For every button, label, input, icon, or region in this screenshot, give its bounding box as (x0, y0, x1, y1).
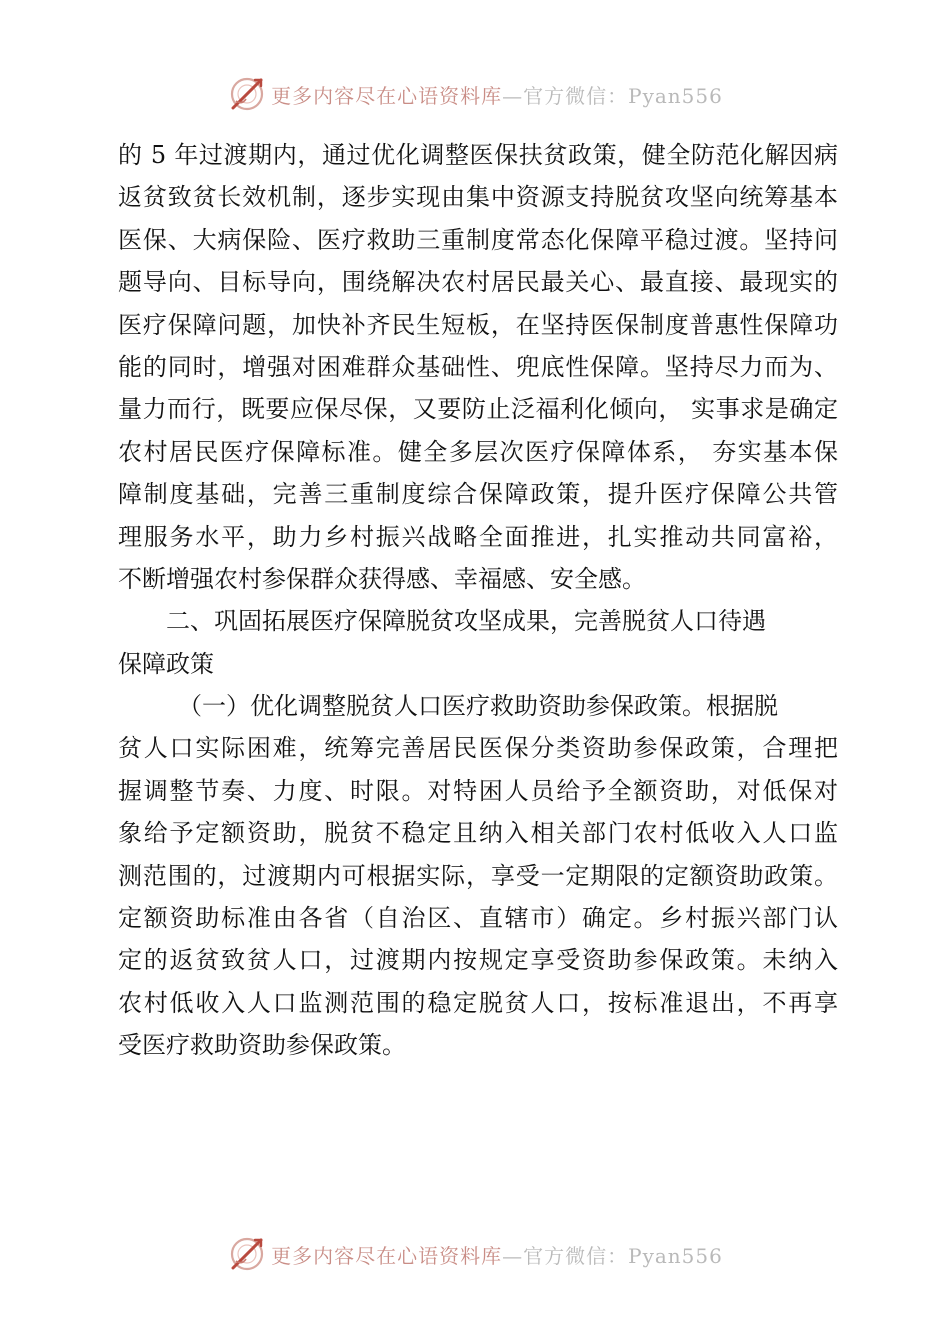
body-line: 医保、大病保险、医疗救助三重制度常态化保障平稳过渡。坚持问 (118, 225, 838, 254)
watermark-sub-text: —官方微信：Pyan556 (502, 1243, 723, 1268)
body-line: 量力而行，既要应保尽保，又要防止泛福利化倾向， 实事求是确定 (118, 395, 838, 424)
body-line: 握调整节奏、力度、时限。对特困人员给予全额资助，对低保对 (118, 776, 838, 805)
watermark-main-text: 更多内容尽在心语资料库 (271, 83, 503, 108)
body-line: 的 5 年过渡期内，通过优化调整医保扶贫政策，健全防范化解因病 (118, 141, 838, 169)
body-line: 障制度基础，完善三重制度综合保障政策，提升医疗保障公共管 (118, 480, 838, 509)
body-line: 不断增强农村参保群众获得感、幸福感、安全感。 (118, 564, 646, 593)
body-line: 理服务水平，助力乡村振兴战略全面推进，扎实推动共同富裕， (118, 522, 838, 551)
watermark-logo-icon (227, 1234, 267, 1274)
watermark-main-text: 更多内容尽在心语资料库 (271, 1243, 503, 1268)
body-line: 象给予定额资助，脱贫不稳定且纳入相关部门农村低收入人口监 (118, 819, 838, 848)
body-line: 题导向、目标导向，围绕解决农村居民最关心、最直接、最现实的 (118, 268, 838, 297)
section-heading: 二、巩固拓展医疗保障脱贫攻坚成果，完善脱贫人口待遇 (166, 607, 766, 636)
watermark-text (271, 80, 723, 109)
document-body (118, 134, 838, 1067)
body-line: 能的同时，增强对困难群众基础性、兜底性保障。坚持尽力而为、 (118, 352, 838, 381)
body-line: 定额资助标准由各省（自治区、直辖市）确定。乡村振兴部门认 (118, 904, 838, 933)
body-line: 定的返贫致贫人口，过渡期内按规定享受资助参保政策。未纳入 (118, 946, 838, 975)
body-line: 测范围的，过渡期内可根据实际，享受一定期限的定额资助政策。 (118, 861, 838, 890)
header-watermark (0, 72, 950, 116)
body-line: 农村居民医疗保障标准。健全多层次医疗保障体系， 夯实基本保 (118, 437, 838, 466)
footer-watermark (0, 1232, 950, 1276)
body-line: 医疗保障问题，加快补齐民生短板，在坚持医保制度普惠性保障功 (118, 310, 838, 339)
watermark-sub-text: —官方微信：Pyan556 (502, 83, 723, 108)
section-heading-continued: 保障政策 (118, 649, 214, 678)
body-line: 受医疗救助资助参保政策。 (118, 1031, 406, 1060)
body-line: 贫人口实际困难，统筹完善居民医保分类资助参保政策，合理把 (118, 734, 838, 763)
subsection-line: （一）优化调整脱贫人口医疗救助资助参保政策。根据脱 (178, 692, 778, 721)
watermark-text (271, 1240, 723, 1269)
watermark-logo-icon (227, 74, 267, 114)
body-line: 农村低收入人口监测范围的稳定脱贫人口，按标准退出，不再享 (118, 988, 838, 1017)
body-line: 返贫致贫长效机制，逐步实现由集中资源支持脱贫攻坚向统筹基本 (118, 183, 838, 212)
